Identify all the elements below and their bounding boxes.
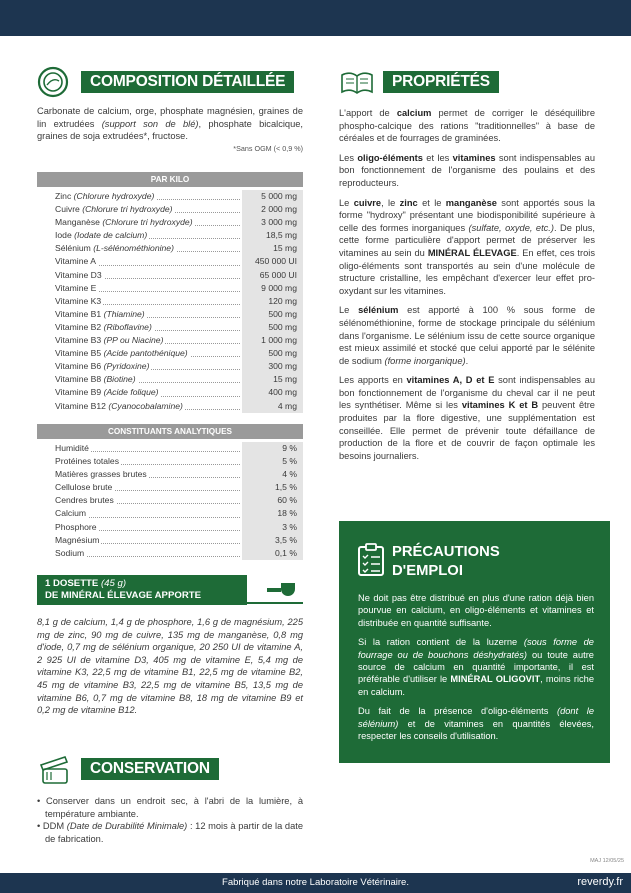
checklist-icon [357,543,385,577]
proprietes-title: PROPRIÉTÉS [383,71,499,93]
composition-section [37,105,303,153]
table-row [37,455,303,468]
dosette-section [37,616,303,717]
row-label: Vitamine B3 (PP ou Niacine) [37,334,242,347]
row-label: Magnésium [37,534,242,547]
row-value: 60 % [242,494,303,507]
row-value: 15 mg [242,373,303,386]
precautions-title: PRÉCAUTIONS D'EMPLOI [392,544,500,579]
row-label: Humidité [37,442,242,455]
table-row [37,203,303,216]
row-value: 3 % [242,521,303,534]
conservation-section [37,795,303,845]
row-value: 400 mg [242,386,303,399]
row-value: 65 000 UI [242,269,303,282]
table-row [37,494,303,507]
row-label: Phosphore [37,521,242,534]
row-label: Vitamine B12 (Cyanocobalamine) [37,400,242,413]
dosette-title: 1 DOSETTE (45 g) DE MINÉRAL ÉLEVAGE APPORTE [37,575,247,605]
table-row [37,255,303,268]
row-label: Vitamine E [37,282,242,295]
conservation-bullet-1: • Conserver dans un endroit sec, à l'abri de la lumière, à température ambiante. [37,796,303,819]
row-value: 5 % [242,455,303,468]
conservation-title: CONSERVATION [81,758,219,780]
row-value: 3,5 % [242,534,303,547]
row-value: 1,5 % [242,481,303,494]
par-kilo-table [37,172,303,413]
conservation-heading [37,753,219,785]
composition-heading [37,66,294,98]
dosette-underline [247,586,303,604]
row-value: 300 mg [242,360,303,373]
proprietes-paragraph-3: Le cuivre, le zinc et le manganèse sont apportés sous la forme "hydroxy" présentant une biodisponibilité supérieure à celle des formes inorganiques (sulfate, oxyde, etc.). De plus, cette forme particulière d'apport permet de préserver les vitamines au sein du MINÉRAL ÉLEVAGE. En effet, ces trois oligo-éléments sont transportés au sein d'une molécule de structure cristalline, les empêchant d'exercer leur effet pro-oxydant sur les vitamines. [339,197,595,296]
proprietes-paragraph-4: Le sélénium est apporté à 100 % sous forme de sélénométhionine, forme de stockage principale du sélénium dans l'organisme. Le sélénium issu de cette source organique est mieux assimilé et stocké que celui apporté par le sélénite de sodium (forme inorganique). [339,305,595,366]
row-value: 3 000 mg [242,216,303,229]
row-value: 18 % [242,507,303,520]
update-date: MAJ 12/05/25 [590,858,624,864]
row-label: Vitamine D3 [37,269,242,282]
row-label: Sodium [37,547,242,560]
row-label: Protéines totales [37,455,242,468]
dosette-text: 8,1 g de calcium, 1,4 g de phosphore, 1,6 g de magnésium, 225 mg de zinc, 90 mg de cuivre, 135 mg de manganèse, 0,8 mg d'iode, 0,7 mg de sélénium organique, 20 250 UI de vitamine A, 2 925 UI de vitamine D3, 405 mg de vitamine E, 5,4 mg de vitamine K3, 22,5 mg de vitamine B1, 22,5 mg de vitamine B2, 45 mg de vitamine B3, 22,5 mg de vitamine B5, 13,5 mg de vitamine B6, 0,7 mg de vitamine B8, 18 mg de vitamine B9 et 0,2 mg de vitamine B12. [37,617,303,716]
row-value: 500 mg [242,347,303,360]
par-kilo-header: PAR KILO [37,172,303,187]
row-label: Vitamine B6 (Pyridoxine) [37,360,242,373]
row-value: 4 % [242,468,303,481]
proprietes-paragraph-5: Les apports en vitamines A, D et E sont indispensables au bon fonctionnement de l'organisme du cheval car il ne peut les synthétiser. Même si les vitamines K et B peuvent être produites par la flore digestive, une supplémentation est conseillée. Elle permet de prévenir toute défaillance de production de la flore et de couvrir de façon optimale les besoins journaliers. [339,375,596,461]
row-value: 120 mg [242,295,303,308]
row-value: 18,5 mg [242,229,303,242]
row-value: 450 000 UI [242,255,303,268]
precautions-paragraph-3: Du fait de la présence d'oligo-éléments (dont le sélénium) et de vitamines en quantités élevées, respecter les conseils d'utilisation. [358,706,595,742]
row-label: Cendres brutes [37,494,242,507]
table-row [37,308,303,321]
row-label: Manganèse (Chlorure tri hydroxyde) [37,216,242,229]
row-value: 0,1 % [242,547,303,560]
table-row [37,242,303,255]
precautions-body [358,592,594,749]
precautions-paragraph-1: Ne doit pas être distribué en plus d'une ration déjà bien pourvue en calcium, en oligo-éléments et vitamines et distribuée en quantité suffisante. [358,593,594,628]
row-value: 5 000 mg [242,190,303,203]
table-row [37,190,303,203]
row-label: Zinc (Chlorure hydroxyde) [37,190,242,203]
table-row [37,442,303,455]
footer-text: Fabriqué dans notre Laboratoire Vétérinaire. [222,877,409,888]
precautions-paragraph-2: Si la ration contient de la luzerne (sous forme de fourrage ou de bouchons déshydratés) ou toute autre source de calcium en quantité importante, il est préférable d'utiliser le MINÉRAL OLIGOVIT, moins riche en calcium. [358,637,595,697]
constituants-table [37,424,303,560]
proprietes-heading [339,66,499,98]
footer-bar [0,873,631,893]
constituants-header: CONSTITUANTS ANALYTIQUES [37,424,303,439]
row-label: Sélénium (L-sélénométhionine) [37,242,242,255]
row-value: 500 mg [242,308,303,321]
table-row [37,534,303,547]
open-book-icon [339,66,375,98]
composition-title: COMPOSITION DÉTAILLÉE [81,71,294,93]
row-label: Vitamine B1 (Thiamine) [37,308,242,321]
row-value: 9 % [242,442,303,455]
table-row [37,295,303,308]
table-row [37,521,303,534]
table-row [37,321,303,334]
table-row [37,468,303,481]
row-label: Vitamine B8 (Biotine) [37,373,242,386]
row-label: Cuivre (Chlorure tri hydroxyde) [37,203,242,216]
row-value: 1 000 mg [242,334,303,347]
proprietes-paragraph-2: Les oligo-éléments et les vitamines sont indispensables au bon fonctionnement de l'organisme des poulains et des reproducteurs. [339,152,595,188]
table-row [37,216,303,229]
precautions-box [339,521,610,763]
row-value: 2 000 mg [242,203,303,216]
footer-website[interactable]: reverdy.fr [577,876,623,888]
row-label: Matières grasses brutes [37,468,242,481]
table-row [37,334,303,347]
row-label: Vitamine K3 [37,295,242,308]
ogm-note: *Sans OGM (< 0,9 %) [233,143,303,153]
container-icon [37,753,73,785]
row-value: 9 000 mg [242,282,303,295]
composition-text: Carbonate de calcium, orge, phosphate magnésien, graines de lin extrudées (support son de blé), phosphate bicalcique, graines de soja extrudées*, fructose. [37,106,304,142]
table-row [37,507,303,520]
top-header-bar [0,0,631,36]
table-row [37,547,303,560]
row-label: Vitamine B2 (Riboflavine) [37,321,242,334]
row-label: Vitamine B5 (Acide pantothénique) [37,347,242,360]
proprietes-section [339,107,595,462]
row-value: 15 mg [242,242,303,255]
row-label: Cellulose brute [37,481,242,494]
table-row [37,400,303,413]
table-row [37,360,303,373]
table-row [37,347,303,360]
pellets-circle-icon [37,66,73,98]
row-label: Vitamine A [37,255,242,268]
row-label: Vitamine B9 (Acide folique) [37,386,242,399]
table-row [37,282,303,295]
table-row [37,229,303,242]
proprietes-paragraph-1: L'apport de calcium permet de corriger le déséquilibre phospho-calcique des rations "traditionnelles" à base de céréales et de fourrages de graminées. [339,108,595,144]
table-row [37,269,303,282]
row-label: Calcium [37,507,242,520]
row-value: 4 mg [242,400,303,413]
table-row [37,481,303,494]
scoop-icon [267,580,297,602]
row-label: Iode (Iodate de calcium) [37,229,242,242]
table-row [37,373,303,386]
row-value: 500 mg [242,321,303,334]
table-row [37,386,303,399]
conservation-bullet-2: • DDM (Date de Durabilité Minimale) : 12 mois à partir de la date de fabrication. [37,821,304,844]
